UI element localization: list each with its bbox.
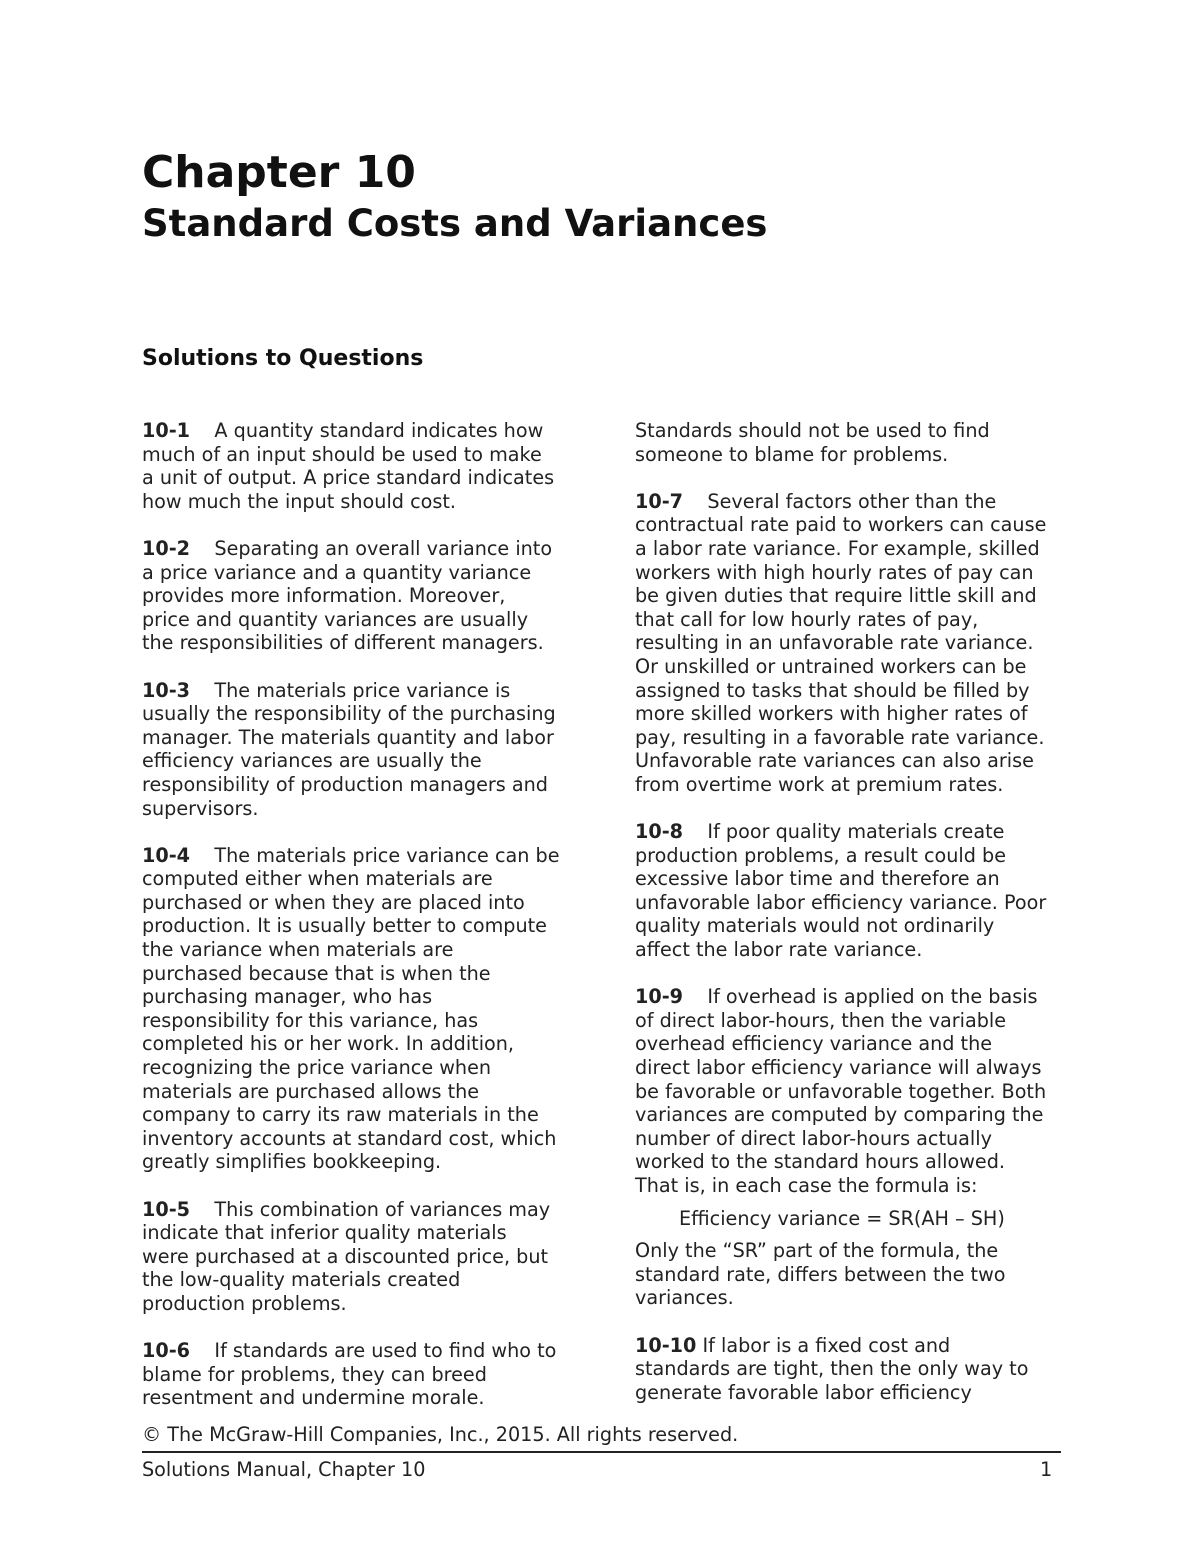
question-text-line: purchasing manager, who has bbox=[142, 985, 433, 1009]
page-number: 1 bbox=[1040, 1458, 1053, 1481]
question-text-line: that call for low hourly rates of pay, bbox=[635, 607, 979, 631]
question-number: 10-9 bbox=[635, 985, 684, 1009]
question-text-line: overhead efficiency variance and the bbox=[635, 1032, 993, 1056]
question-text-line: generate favorable labor efficiency bbox=[635, 1380, 972, 1404]
question-text-line: Unfavorable rate variances can also arise bbox=[635, 749, 1034, 773]
question-text-line: be given duties that require little skill and bbox=[635, 584, 1037, 608]
question-text-line: a unit of output. A price standard indicates bbox=[142, 466, 555, 490]
question-text-line: standards are tight, then the only way to bbox=[635, 1357, 1029, 1381]
copyright-notice: © The McGraw-Hill Companies, Inc., 2015. All rights reserved. bbox=[142, 1423, 739, 1446]
question-10-6-continued bbox=[635, 419, 1075, 466]
question-10-8 bbox=[635, 820, 1075, 962]
question-text-line: manager. The materials quantity and labor bbox=[142, 725, 554, 749]
question-text-line: variances. bbox=[635, 1286, 734, 1310]
question-text-line: more skilled workers with higher rates of bbox=[635, 702, 1028, 726]
question-text-line: a price variance and a quantity variance bbox=[142, 560, 532, 584]
question-text-line: someone to blame for problems. bbox=[635, 442, 949, 466]
question-text-line: The materials price variance can be bbox=[214, 843, 560, 867]
question-text-line: how much the input should cost. bbox=[142, 489, 456, 513]
question-10-5 bbox=[142, 1198, 582, 1316]
question-number: 10-6 bbox=[142, 1339, 191, 1363]
question-text-line: Separating an overall variance into bbox=[214, 536, 553, 560]
question-text-line: If poor quality materials create bbox=[707, 820, 1005, 844]
question-10-7 bbox=[635, 490, 1075, 797]
question-text-line: If overhead is applied on the basis bbox=[707, 985, 1038, 1009]
question-text-line: the variance when materials are bbox=[142, 938, 454, 962]
question-text-line: efficiency variances are usually the bbox=[142, 749, 482, 773]
question-number: 10-5 bbox=[142, 1197, 191, 1221]
question-text-line: purchased because that is when the bbox=[142, 961, 491, 985]
question-text-line: number of direct labor-hours actually bbox=[635, 1126, 992, 1150]
question-number: 10-1 bbox=[142, 419, 191, 442]
question-text-line: the low-quality materials created bbox=[142, 1268, 461, 1292]
question-text-line: pay, resulting in a favorable rate variance. bbox=[635, 725, 1045, 749]
question-text-line: recognizing the price variance when bbox=[142, 1056, 492, 1080]
question-text-line: production problems, a result could be bbox=[635, 843, 1006, 867]
question-text-line: excessive labor time and therefore an bbox=[635, 867, 1000, 891]
question-text-line: standard rate, differs between the two bbox=[635, 1262, 1006, 1286]
question-text-line: production. It is usually better to compute bbox=[142, 914, 547, 938]
question-10-1 bbox=[142, 419, 582, 513]
question-text-line: completed his or her work. In addition, bbox=[142, 1032, 515, 1056]
question-text-line: contractual rate paid to workers can cause bbox=[635, 513, 1047, 537]
question-text-line: Several factors other than the bbox=[707, 489, 997, 513]
question-text-line: usually the responsibility of the purchasing bbox=[142, 702, 556, 726]
question-text-line: the responsibilities of different managers. bbox=[142, 631, 544, 655]
question-text-line: of direct labor-hours, then the variable bbox=[635, 1008, 1007, 1032]
question-text-line: workers with high hourly rates of pay can bbox=[635, 560, 1034, 584]
question-10-3 bbox=[142, 679, 582, 821]
question-text-line: Standards should not be used to find bbox=[635, 419, 990, 442]
question-text-line: Or unskilled or untrained workers can be bbox=[635, 654, 1027, 678]
question-text-line: Only the “SR” part of the formula, the bbox=[635, 1239, 999, 1263]
question-text-line: quality materials would not ordinarily bbox=[635, 914, 995, 938]
question-text-line: variances are computed by comparing the bbox=[635, 1103, 1044, 1127]
question-text-line: This combination of variances may bbox=[214, 1197, 551, 1221]
question-text-line: A quantity standard indicates how bbox=[214, 419, 544, 442]
question-text-line: If standards are used to find who to bbox=[214, 1339, 557, 1363]
question-10-2 bbox=[142, 537, 582, 655]
question-text-line: production problems. bbox=[142, 1291, 347, 1315]
question-text-line: much of an input should be used to make bbox=[142, 442, 542, 466]
question-text-line: supervisors. bbox=[142, 796, 259, 820]
question-text-line: materials are purchased allows the bbox=[142, 1079, 480, 1103]
question-text-line: inventory accounts at standard cost, which bbox=[142, 1126, 557, 1150]
question-text-line: from overtime work at premium rates. bbox=[635, 772, 1004, 796]
question-text-line: resentment and undermine morale. bbox=[142, 1386, 485, 1410]
question-text-line: greatly simplifies bookkeeping. bbox=[142, 1150, 442, 1174]
question-text-line: unfavorable labor efficiency variance. Poor bbox=[635, 890, 1047, 914]
question-text-line: The materials price variance is bbox=[214, 678, 511, 702]
question-text-line: a labor rate variance. For example, skilled bbox=[635, 536, 1040, 560]
question-text-line: That is, in each case the formula is: bbox=[635, 1174, 978, 1197]
question-text-line: responsibility for this variance, has bbox=[142, 1008, 479, 1032]
question-number: 10-4 bbox=[142, 843, 191, 867]
question-text-line: worked to the standard hours allowed. bbox=[635, 1150, 1005, 1174]
footer-divider bbox=[142, 1451, 1061, 1453]
question-10-10 bbox=[635, 1334, 1075, 1405]
question-number: 10-10 bbox=[635, 1333, 697, 1357]
question-text-line: price and quantity variances are usually bbox=[142, 607, 529, 631]
question-text-line: computed either when materials are bbox=[142, 867, 493, 891]
question-text-line: direct labor efficiency variance will always bbox=[635, 1056, 1042, 1080]
question-number: 10-7 bbox=[635, 489, 684, 513]
question-10-6 bbox=[142, 1339, 582, 1410]
chapter-subtitle: Standard Costs and Variances bbox=[142, 202, 768, 245]
question-text-line: responsibility of production managers and bbox=[142, 772, 548, 796]
question-text-line: be favorable or unfavorable together. Both bbox=[635, 1079, 1047, 1103]
question-10-4 bbox=[142, 844, 582, 1174]
efficiency-variance-formula: Efficiency variance = SR(AH – SH) bbox=[679, 1206, 1005, 1230]
question-text-line: purchased or when they are placed into bbox=[142, 890, 525, 914]
question-text-line: affect the labor rate variance. bbox=[635, 938, 923, 962]
question-10-9 bbox=[635, 985, 1075, 1310]
left-column bbox=[142, 419, 582, 1434]
chapter-title: Chapter 10 bbox=[142, 147, 416, 198]
section-heading: Solutions to Questions bbox=[142, 346, 424, 371]
question-text-line: resulting in an unfavorable rate variance. bbox=[635, 631, 1034, 655]
question-text-line: assigned to tasks that should be filled by bbox=[635, 678, 1030, 702]
question-text-line: company to carry its raw materials in the bbox=[142, 1103, 539, 1127]
question-number: 10-8 bbox=[635, 820, 684, 844]
right-column bbox=[635, 419, 1075, 1428]
question-text-line: provides more information. Moreover, bbox=[142, 584, 506, 608]
question-text-line: were purchased at a discounted price, but bbox=[142, 1244, 549, 1268]
question-text-line: indicate that inferior quality materials bbox=[142, 1221, 507, 1245]
question-text-line: blame for problems, they can breed bbox=[142, 1362, 487, 1386]
question-number: 10-3 bbox=[142, 678, 191, 702]
footer-title: Solutions Manual, Chapter 10 bbox=[142, 1458, 426, 1481]
question-text-line: If labor is a fixed cost and bbox=[702, 1333, 951, 1357]
question-number: 10-2 bbox=[142, 536, 191, 560]
